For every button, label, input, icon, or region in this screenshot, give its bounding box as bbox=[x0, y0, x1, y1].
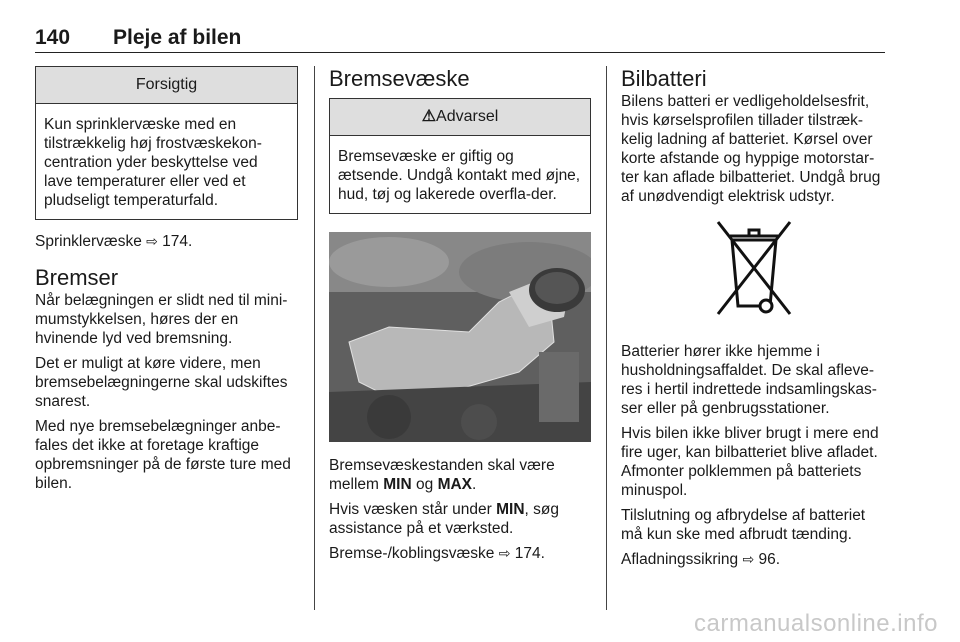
column-1 bbox=[35, 66, 298, 499]
cross-reference-label: Sprinklervæske bbox=[35, 233, 142, 250]
page-header bbox=[35, 26, 885, 53]
cross-reference-page[interactable]: 96. bbox=[758, 551, 781, 568]
column-2 bbox=[329, 66, 591, 569]
page-title: Pleje af bilen bbox=[113, 26, 242, 49]
cross-reference-page[interactable]: 174. bbox=[162, 233, 193, 250]
cross-reference-label: Bremse-/koblingsvæske bbox=[329, 545, 495, 562]
section-title: Bilbatteri bbox=[621, 66, 707, 91]
warning-text: Bremsevæske er giftig og ætsende. Undgå kontakt med øjne, hud, tøj og lakerede overfla-der. bbox=[338, 148, 581, 203]
warning-title: Advarsel bbox=[436, 108, 499, 125]
paragraph: Bremsevæskestanden skal være mellem MIN og MAX. bbox=[329, 457, 555, 493]
page-number: 140 bbox=[35, 26, 71, 49]
cross-reference bbox=[621, 550, 886, 569]
caution-text: Kun sprinklervæske med en tilstrækkelig høj frostvæskekon-centration yder beskyttelse ved lave temperaturer eller ved et pludseligt temperaturfald. bbox=[44, 116, 262, 209]
column-3 bbox=[621, 66, 886, 575]
section-title: Bremsevæske bbox=[329, 66, 470, 91]
cross-reference-page[interactable]: 174. bbox=[514, 545, 545, 562]
column-divider bbox=[314, 66, 315, 610]
cross-reference-icon: ⇨ bbox=[146, 233, 158, 249]
watermark: carmanualsonline.info bbox=[694, 610, 938, 637]
paragraph: Batterier hører ikke hjemme i husholdningsaffaldet. De skal afleve-res i hertil indrettede indsamlingskas-ser eller på genbrugsstationer. bbox=[621, 343, 877, 417]
caution-box bbox=[35, 66, 298, 220]
cross-reference bbox=[329, 544, 591, 563]
warning-triangle-icon: ⚠ bbox=[421, 108, 437, 125]
warning-header bbox=[330, 99, 590, 136]
cross-reference-icon: ⇨ bbox=[742, 551, 755, 567]
paragraph: Det er muligt at køre videre, men bremsebelægningerne skal udskiftes snarest. bbox=[35, 355, 288, 410]
warning-box bbox=[329, 98, 591, 214]
caution-title: Forsigtig bbox=[36, 67, 297, 104]
cross-reference bbox=[35, 232, 298, 251]
brake-fluid-reservoir-illustration bbox=[329, 232, 591, 442]
cross-reference-icon: ⇨ bbox=[498, 545, 511, 561]
paragraph: Hvis væsken står under MIN, søg assistance på et værksted. bbox=[329, 501, 559, 537]
brake-fluid-reservoir-photo bbox=[329, 232, 591, 442]
paragraph: Hvis bilen ikke bliver brugt i mere end fire uger, kan bilbatteriet blive afladet. Afmonter polklemmen på batteriets minuspol. bbox=[621, 425, 879, 499]
paragraph: Bilens batteri er vedligeholdelsesfrit, hvis kørselsprofilen tillader tilstræk-kelig ladning af batteriet. Kørsel over korte afstande og hyppige motorstar-ter kan aflade bilbatteriet. Undgå brug af unødvendigt elektrisk udstyr. bbox=[621, 93, 881, 205]
crossed-out-wheelie-bin-icon bbox=[621, 216, 886, 326]
column-divider bbox=[606, 66, 607, 610]
cross-reference-label: Afladningssikring bbox=[621, 551, 739, 568]
paragraph: Med nye bremsebelægninger anbe-fales det ikke at foretage kraftige opbremsninger på de første ture med bilen. bbox=[35, 418, 291, 492]
paragraph: Tilslutning og afbrydelse af batteriet må kun ske med afbrudt tænding. bbox=[621, 507, 866, 543]
section-title: Bremser bbox=[35, 265, 119, 290]
paragraph: Når belægningen er slidt ned til mini-mumstykkelsen, høres der en hvinende lyd ved bremsning. bbox=[35, 292, 288, 347]
